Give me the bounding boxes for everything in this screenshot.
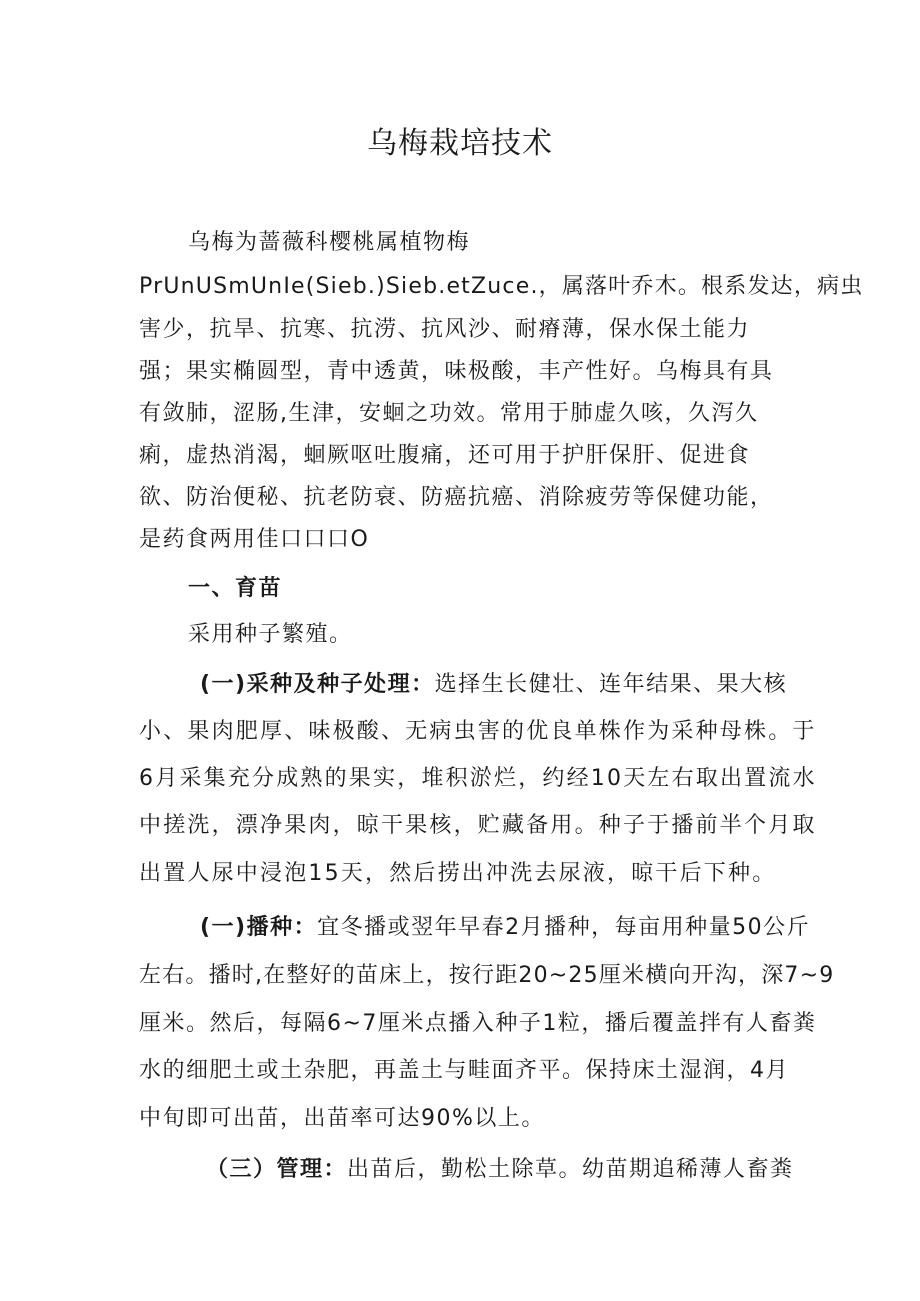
subsection-text: 宜冬播或翌年早春2月播种，每亩用种量50公斤 [317, 915, 811, 940]
section-heading: 一、育苗 [188, 576, 283, 601]
subsection-first-line [200, 913, 810, 943]
document-title: 乌梅栽培技术 [367, 126, 553, 161]
subsection-label: （三）管理： [206, 1157, 348, 1182]
subsection-first-line [200, 670, 787, 700]
body-line: 中旬即可出苗，出苗率可达90%以上。 [139, 1106, 545, 1131]
intro-line: 害少，抗旱、抗寒、抗涝、抗风沙、耐瘠薄，保水保土能力 [139, 317, 751, 342]
subsection-text: 选择生长健壮、连年结果、果大核 [434, 672, 788, 697]
intro-line: 有敛肺，涩肠,生津，安蛔之功效。常用于肺虚久咳，久泻久 [139, 401, 759, 426]
intro-line: PrUnUSmUnIe(Sieb.)Sieb.etZuce.，属落叶乔木。根系发达，病虫 [139, 274, 864, 299]
body-line: 6月采集充分成熟的果实，堆积淤烂，约经10天左右取出置流水 [139, 766, 817, 791]
body-line: 左右。播时,在整好的苗床上，按行距20~25厘米横向开沟，深7~9 [139, 963, 835, 988]
subsection-first-line [206, 1155, 794, 1185]
subsection-label: (一)采种及种子处理： [200, 672, 435, 697]
body-line: 厘米。然后，每隔6~7厘米点播入种子1粒，播后覆盖拌有人畜粪 [139, 1011, 817, 1036]
subsection-text: 出苗后，勤松土除草。幼苗期追稀薄人畜粪 [347, 1157, 794, 1182]
body-line: 出置人尿中浸泡15天，然后捞出冲洗去尿液，晾干后下种。 [139, 861, 777, 886]
method-text: 采用种子繁殖。 [188, 622, 353, 647]
body-line: 小、果肉肥厚、味极酸、无病虫害的优良单株作为采种母株。于 [139, 719, 817, 744]
subsection-label: (一)播种： [200, 915, 318, 940]
intro-line: 乌梅为蔷薇科樱桃属植物梅 [188, 230, 471, 255]
intro-line: 欲、防治便秘、抗老防衰、防癌抗癌、消除疲劳等保健功能， [139, 485, 774, 510]
body-line: 水的细肥土或土杂肥，再盖土与畦面齐平。保持床土湿润，4月 [139, 1058, 789, 1083]
intro-line: 强；果实椭圆型，青中透黄，味极酸，丰产性好。乌梅具有具 [139, 359, 774, 384]
body-line: 中搓洗，漂净果肉，晾干果核，贮藏备用。种子于播前半个月取 [139, 813, 817, 838]
intro-line: 是药食两用佳口口口O [139, 527, 370, 552]
intro-line: 痢，虚热消渴，蛔厥呕吐腹痛，还可用于护肝保肝、促进食 [139, 443, 751, 468]
